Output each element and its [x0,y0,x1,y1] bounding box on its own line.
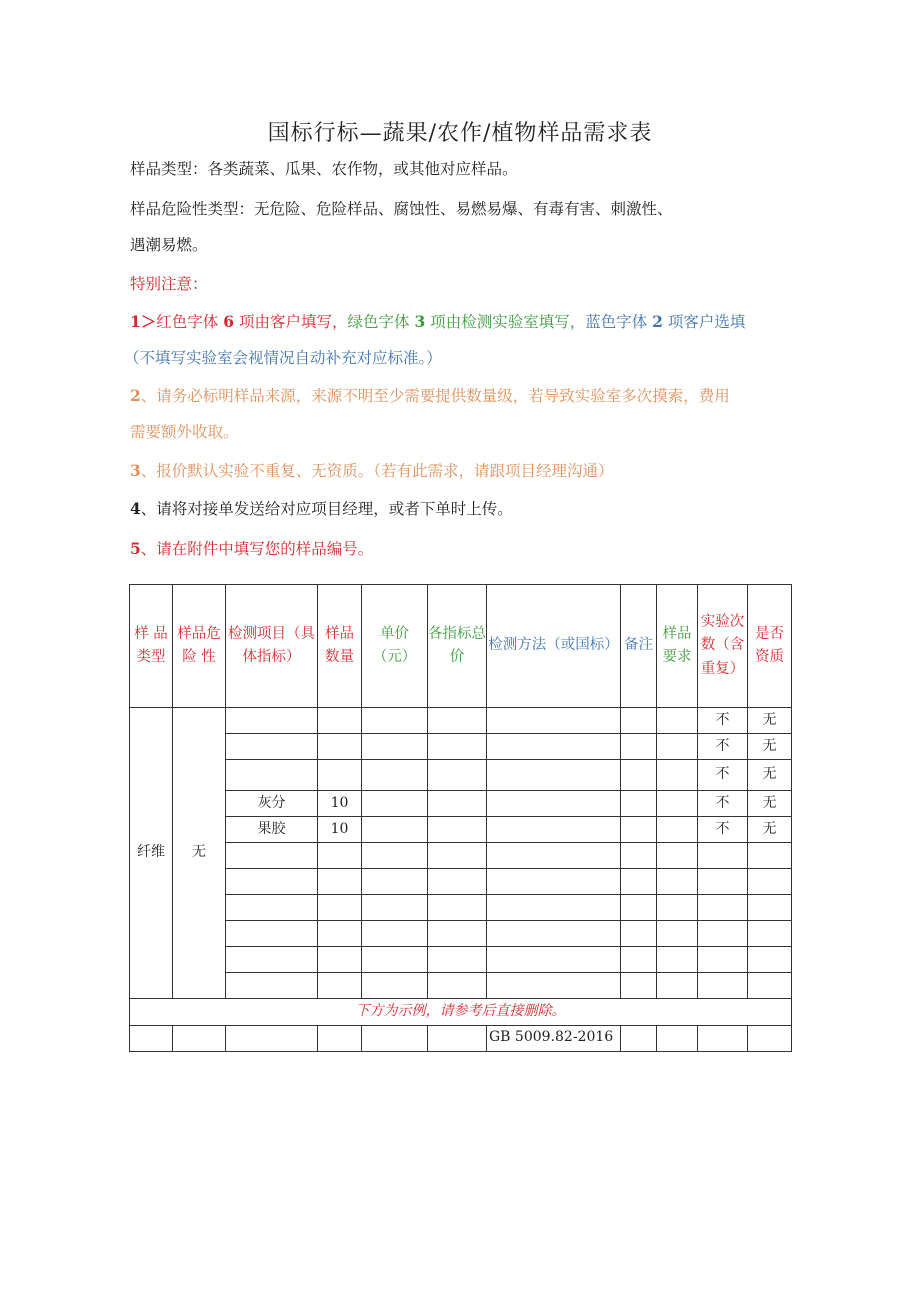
header-quantity: 样品数量 [318,585,362,708]
table-row [130,973,792,999]
cell-remark[interactable] [621,708,657,734]
cell-quantity[interactable] [318,973,362,999]
cell-repeat-count[interactable] [698,869,748,895]
table-header-row [130,585,792,708]
cell-method[interactable] [487,708,621,734]
cell-qualification[interactable]: 无 [748,734,792,760]
cell-test-item[interactable] [226,947,318,973]
note-1-green-text-2: 项由检测实验室填写， [430,313,586,331]
cell-quantity[interactable]: 10 [318,817,362,843]
cell-total-price[interactable] [428,947,487,973]
example-cell[interactable] [698,1026,748,1052]
cell-sample-requirement[interactable] [657,708,698,734]
note-1-blue-text: 蓝色字体 [585,313,648,331]
table-row [130,791,792,817]
cell-unit-price[interactable] [362,895,428,921]
cell-sample-requirement[interactable] [657,760,698,791]
cell-qualification[interactable] [748,947,792,973]
cell-remark[interactable] [621,734,657,760]
table-row [130,895,792,921]
sample-requirement-table [129,584,792,1052]
cell-total-price[interactable] [428,734,487,760]
cell-sample-requirement[interactable] [657,921,698,947]
note-1-blue-count: 2 [652,312,663,331]
table-row [130,921,792,947]
cell-remark[interactable] [621,947,657,973]
notice-title: 特别注意： [130,275,208,293]
note-1-blue-text-2: 项客户选填 [667,313,746,331]
cell-repeat-count[interactable]: 不 [698,791,748,817]
cell-qualification[interactable]: 无 [748,760,792,791]
cell-test-item[interactable] [226,895,318,921]
note-3-text: 、报价默认实验不重复、无资质。（若有此需求，请跟项目经理沟通） [140,462,614,480]
cell-unit-price[interactable] [362,921,428,947]
note-4-number: 4 [130,499,141,518]
cell-qualification[interactable] [748,843,792,869]
cell-sample-requirement[interactable] [657,947,698,973]
header-qualification: 是否资质 [748,585,792,708]
cell-test-item[interactable] [226,869,318,895]
cell-method[interactable] [487,895,621,921]
cell-quantity[interactable] [318,760,362,791]
header-test-item: 检测项目（具体指标） [226,585,318,708]
cell-total-price[interactable] [428,895,487,921]
cell-total-price[interactable] [428,708,487,734]
example-row [130,1026,792,1052]
cell-remark[interactable] [621,869,657,895]
cell-qualification[interactable] [748,921,792,947]
example-cell[interactable] [226,1026,318,1052]
cell-total-price[interactable] [428,791,487,817]
example-cell[interactable] [748,1026,792,1052]
cell-repeat-count[interactable]: 不 [698,734,748,760]
cell-test-item[interactable] [226,973,318,999]
example-cell[interactable] [428,1026,487,1052]
cell-qualification[interactable] [748,973,792,999]
cell-quantity[interactable]: 10 [318,791,362,817]
cell-total-price[interactable] [428,817,487,843]
cell-sample-requirement[interactable] [657,869,698,895]
note-2-text: 、请务必标明样品来源，来源不明至少需要提供数量级，若导致实验室多次摸索，费用 [140,387,730,405]
example-cell[interactable] [318,1026,362,1052]
table-body [130,708,792,1052]
note-1-red-count: 6 [223,312,235,331]
header-repeat-count: 实验次数（含重复） [698,585,748,708]
hazard-line-1: 样品危险性类型：无危险、危险样品、腐蚀性、易燃易爆、有毒有害、刺激性、 [130,200,673,218]
cell-unit-price[interactable] [362,760,428,791]
cell-qualification[interactable] [748,895,792,921]
note-1-green-count: 3 [414,312,426,331]
cell-unit-price[interactable] [362,708,428,734]
note-5 [130,537,373,559]
cell-unit-price[interactable] [362,869,428,895]
note-1-red-text-2: 项由客户填写， [238,313,348,331]
example-note-row [130,999,792,1026]
example-cell[interactable] [657,1026,698,1052]
cell-repeat-count[interactable] [698,973,748,999]
note-3 [130,459,614,481]
cell-method[interactable] [487,791,621,817]
cell-test-item[interactable] [226,734,318,760]
table-row [130,947,792,973]
cell-total-price[interactable] [428,921,487,947]
cell-method[interactable] [487,921,621,947]
cell-method[interactable] [487,843,621,869]
cell-remark[interactable] [621,817,657,843]
example-note: 下方为示例，请参考后直接删除。 [130,999,792,1026]
cell-total-price[interactable] [428,760,487,791]
cell-repeat-count[interactable]: 不 [698,708,748,734]
note-1-line-2: （不填写实验室会视情况自动补充对应标准。） [124,349,442,367]
example-cell[interactable] [362,1026,428,1052]
cell-sample-requirement[interactable] [657,817,698,843]
cell-qualification[interactable] [748,869,792,895]
cell-quantity[interactable] [318,947,362,973]
cell-quantity[interactable] [318,843,362,869]
cell-repeat-count[interactable] [698,895,748,921]
cell-repeat-count[interactable]: 不 [698,817,748,843]
cell-quantity[interactable] [318,734,362,760]
cell-remark[interactable] [621,843,657,869]
note-4-text: 、请将对接单发送给对应项目经理，或者下单时上传。 [140,500,513,518]
cell-sample-requirement[interactable] [657,734,698,760]
cell-quantity[interactable] [318,921,362,947]
cell-test-item[interactable] [226,708,318,734]
cell-sample-type[interactable]: 纤维 [130,708,173,999]
header-total-price: 各指标总价 [428,585,487,708]
cell-hazard[interactable]: 无 [173,708,226,999]
cell-qualification[interactable]: 无 [748,708,792,734]
table-row [130,817,792,843]
cell-repeat-count[interactable]: 不 [698,760,748,791]
cell-total-price[interactable] [428,973,487,999]
note-1-green-text: 绿色字体 [347,313,410,331]
note-2-number: 2 [130,386,141,405]
table-row [130,760,792,791]
note-5-number: 5 [130,539,141,558]
note-4 [130,497,513,519]
header-sample-requirement: 样品要求 [657,585,698,708]
cell-unit-price[interactable] [362,791,428,817]
example-method[interactable]: GB 5009.82-2016 [487,1026,621,1052]
cell-sample-requirement[interactable] [657,843,698,869]
cell-unit-price[interactable] [362,973,428,999]
example-cell[interactable] [621,1026,657,1052]
table-row [130,708,792,734]
hazard-line-2: 遇潮易燃。 [130,236,208,254]
cell-sample-requirement[interactable] [657,791,698,817]
header-remark: 备注 [621,585,657,708]
header-method: 检测方法（或国标） [487,585,621,708]
header-unit-price: 单价（元） [362,585,428,708]
cell-remark[interactable] [621,921,657,947]
note-1 [130,310,745,332]
cell-remark[interactable] [621,760,657,791]
cell-test-item[interactable]: 灰分 [226,791,318,817]
cell-method[interactable] [487,869,621,895]
header-sample-type: 样 品 类型 [130,585,173,708]
table-row [130,734,792,760]
cell-total-price[interactable] [428,869,487,895]
note-2-line-2: 需要额外收取。 [130,423,239,441]
cell-repeat-count[interactable] [698,921,748,947]
cell-quantity[interactable] [318,869,362,895]
cell-sample-requirement[interactable] [657,973,698,999]
header-hazard: 样品危险 性 [173,585,226,708]
cell-sample-requirement[interactable] [657,895,698,921]
cell-test-item[interactable]: 果胶 [226,817,318,843]
cell-total-price[interactable] [428,843,487,869]
cell-unit-price[interactable] [362,734,428,760]
table-row [130,843,792,869]
cell-test-item[interactable] [226,843,318,869]
note-1-number: 1＞ [130,312,157,331]
cell-quantity[interactable] [318,895,362,921]
cell-remark[interactable] [621,973,657,999]
table-row [130,869,792,895]
page-title: 国标行标—蔬果/农作/植物样品需求表 [267,121,653,146]
cell-repeat-count[interactable] [698,843,748,869]
cell-method[interactable] [487,817,621,843]
cell-unit-price[interactable] [362,843,428,869]
cell-test-item[interactable] [226,760,318,791]
cell-unit-price[interactable] [362,947,428,973]
cell-unit-price[interactable] [362,817,428,843]
note-1-red-text: 红色字体 [156,313,219,331]
example-cell[interactable] [173,1026,226,1052]
note-5-text: 、请在附件中填写您的样品编号。 [140,540,374,558]
cell-remark[interactable] [621,895,657,921]
cell-method[interactable] [487,760,621,791]
cell-remark[interactable] [621,791,657,817]
cell-method[interactable] [487,947,621,973]
cell-method[interactable] [487,973,621,999]
cell-method[interactable] [487,734,621,760]
note-2 [130,384,730,406]
sample-type-line: 样品类型：各类蔬菜、瓜果、农作物，或其他对应样品。 [130,160,518,178]
example-cell[interactable] [130,1026,173,1052]
cell-quantity[interactable] [318,708,362,734]
cell-test-item[interactable] [226,921,318,947]
cell-repeat-count[interactable] [698,947,748,973]
cell-qualification[interactable]: 无 [748,791,792,817]
cell-qualification[interactable]: 无 [748,817,792,843]
note-3-number: 3 [130,461,141,480]
